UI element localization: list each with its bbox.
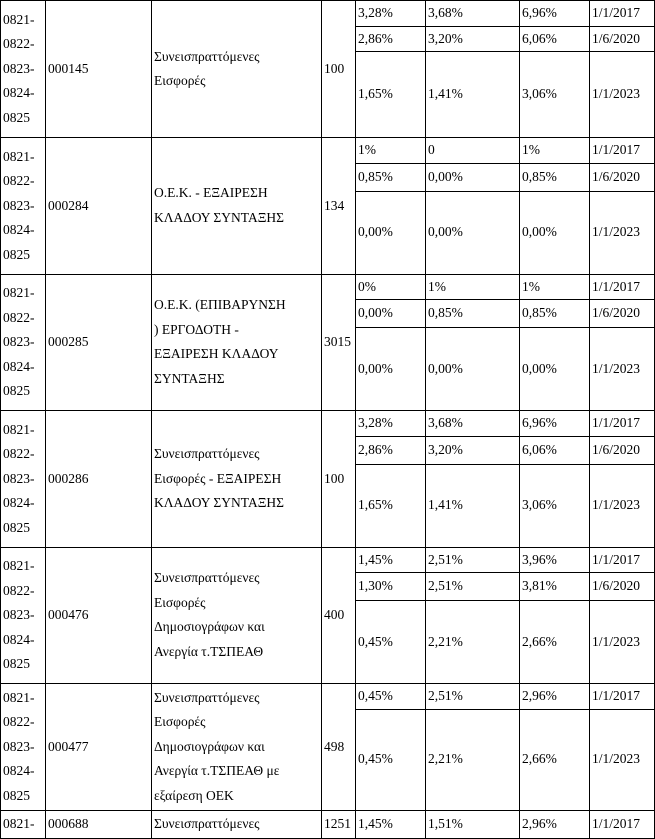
employee-rate-cell: 0,85%	[356, 163, 426, 191]
branch-code: 0825	[3, 246, 30, 262]
description-cell	[152, 274, 322, 411]
employer-rate-cell: 0,00%	[426, 328, 520, 411]
employer-rate-cell: 2,21%	[426, 709, 520, 810]
insurance-code-cell: 498	[322, 684, 356, 811]
employer-rate-cell: 0,00%	[426, 163, 520, 191]
employee-rate-cell: 0,00%	[356, 300, 426, 328]
description-cell	[152, 138, 322, 275]
package-code-cell: 000286	[46, 411, 152, 548]
employee-rate-cell: 3,28%	[356, 411, 426, 437]
table-row	[1, 274, 655, 300]
employer-rate-cell: 1,41%	[426, 52, 520, 138]
branch-code: 0821-	[3, 689, 35, 705]
package-code-cell: 000284	[46, 138, 152, 275]
branch-code: 0822-	[3, 714, 35, 729]
package-code-cell: 000688	[46, 810, 152, 838]
total-rate-cell: 3,96%	[520, 547, 590, 573]
table-body	[1, 1, 655, 839]
employee-rate-cell: 1,65%	[356, 52, 426, 138]
employee-rate-cell: 3,28%	[356, 1, 426, 27]
effective-date-cell: 1/1/2017	[590, 547, 655, 573]
employee-rate-cell: 1,65%	[356, 464, 426, 547]
effective-date-cell: 1/1/2023	[590, 52, 655, 138]
branch-codes-cell	[1, 1, 46, 138]
effective-date-cell: 1/1/2017	[590, 684, 655, 710]
employee-rate-cell: 1,30%	[356, 573, 426, 601]
description-cell	[152, 547, 322, 684]
description-line: Συνεισπραττόμενες	[154, 570, 260, 586]
employee-rate-cell: 1%	[356, 138, 426, 164]
branch-code: 0822-	[3, 309, 35, 325]
employer-rate-cell: 1,41%	[426, 464, 520, 547]
employee-rate-cell: 0,00%	[356, 328, 426, 411]
total-rate-cell: 6,96%	[520, 1, 590, 27]
total-rate-cell: 2,66%	[520, 709, 590, 810]
branch-code: 0824-	[3, 631, 35, 647]
insurance-code-cell: 134	[322, 138, 356, 275]
employer-rate-cell: 2,51%	[426, 684, 520, 710]
branch-code: 0822-	[3, 173, 35, 188]
effective-date-cell: 1/1/2017	[590, 138, 655, 164]
insurance-code-cell: 400	[322, 547, 356, 684]
total-rate-cell: 0,85%	[520, 163, 590, 191]
description-line: Συνεισπραττόμενες	[154, 446, 260, 461]
total-rate-cell: 2,66%	[520, 601, 590, 684]
description-line: Δημοσιογράφων και	[154, 619, 265, 635]
employer-rate-cell: 1,51%	[426, 810, 520, 838]
employee-rate-cell: 0,45%	[356, 709, 426, 810]
effective-date-cell: 1/1/2017	[590, 411, 655, 437]
effective-date-cell: 1/6/2020	[590, 26, 655, 52]
employer-rate-cell: 0	[426, 138, 520, 164]
insurance-code-cell: 3015	[322, 274, 356, 411]
effective-date-cell: 1/6/2020	[590, 436, 655, 464]
employee-rate-cell: 2,86%	[356, 436, 426, 464]
effective-date-cell: 1/1/2023	[590, 601, 655, 684]
total-rate-cell: 2,96%	[520, 684, 590, 710]
description-line: Ο.Ε.Κ. - ΕΞΑΙΡΕΣΗ	[154, 185, 268, 201]
description-cell	[152, 411, 322, 548]
employee-rate-cell: 0,00%	[356, 191, 426, 274]
description-line: ) ΕΡΓΟΔΟΤΗ -	[154, 321, 239, 337]
branch-code: 0824-	[3, 85, 35, 101]
description-line: Ο.Ε.Κ. (ΕΠΙΒΑΡΥΝΣΗ	[154, 297, 286, 313]
description-line: Εισφορές	[154, 73, 206, 88]
package-code-cell: 000477	[46, 684, 152, 811]
branch-code: 0823-	[3, 738, 35, 754]
employee-rate-cell: 0,45%	[356, 601, 426, 684]
total-rate-cell: 6,06%	[520, 26, 590, 52]
branch-codes-cell	[1, 810, 46, 838]
effective-date-cell: 1/1/2023	[590, 191, 655, 274]
total-rate-cell: 0,00%	[520, 328, 590, 411]
employer-rate-cell: 2,51%	[426, 573, 520, 601]
total-rate-cell: 6,06%	[520, 436, 590, 464]
insurance-code-cell: 1251	[322, 810, 356, 838]
description-cell	[152, 1, 322, 138]
branch-code: 0821-	[3, 558, 35, 573]
branch-code: 0823-	[3, 334, 35, 349]
total-rate-cell: 3,81%	[520, 573, 590, 601]
branch-code: 0825	[3, 383, 30, 398]
branch-code: 0821-	[3, 285, 35, 300]
total-rate-cell: 0,00%	[520, 191, 590, 274]
employee-rate-cell: 1,45%	[356, 547, 426, 573]
branch-code: 0823-	[3, 607, 35, 622]
insurance-code-cell: 100	[322, 1, 356, 138]
employer-rate-cell: 3,20%	[426, 436, 520, 464]
description-line: Συνεισπραττόμενες	[154, 815, 260, 831]
effective-date-cell: 1/6/2020	[590, 163, 655, 191]
employer-rate-cell: 2,51%	[426, 547, 520, 573]
total-rate-cell: 2,96%	[520, 810, 590, 838]
description-line: Εισφορές	[154, 714, 206, 729]
employer-rate-cell: 0,00%	[426, 191, 520, 274]
package-code-cell: 000145	[46, 1, 152, 138]
table-row	[1, 547, 655, 573]
employee-rate-cell: 0%	[356, 274, 426, 300]
branch-code: 0823-	[3, 60, 35, 76]
branch-codes-cell	[1, 138, 46, 275]
branch-code: 0824-	[3, 763, 35, 778]
branch-code: 0823-	[3, 470, 35, 486]
total-rate-cell: 0,85%	[520, 300, 590, 328]
employer-rate-cell: 3,20%	[426, 26, 520, 52]
description-cell	[152, 684, 322, 811]
branch-code: 0821-	[3, 421, 35, 437]
insurance-code-cell: 100	[322, 411, 356, 548]
package-code-cell: 000476	[46, 547, 152, 684]
package-code-cell: 000285	[46, 274, 152, 411]
employer-rate-cell: 3,68%	[426, 1, 520, 27]
branch-code: 0822-	[3, 582, 35, 598]
effective-date-cell: 1/1/2023	[590, 464, 655, 547]
employer-rate-cell: 3,68%	[426, 411, 520, 437]
effective-date-cell: 1/1/2023	[590, 328, 655, 411]
table-row	[1, 810, 655, 838]
branch-code: 0821-	[3, 11, 35, 27]
branch-code: 0825	[3, 787, 30, 803]
branch-code: 0822-	[3, 446, 35, 461]
description-cell	[152, 810, 322, 838]
branch-code: 0821-	[3, 148, 35, 164]
description-line: εξαίρεση ΟΕΚ	[154, 787, 234, 803]
employee-rate-cell: 0,45%	[356, 684, 426, 710]
description-line: Συνεισπραττόμενες	[154, 689, 260, 705]
branch-code: 0822-	[3, 36, 35, 52]
branch-codes-cell	[1, 684, 46, 811]
effective-date-cell: 1/1/2023	[590, 709, 655, 810]
description-line: ΣΥΝΤΑΞΗΣ	[154, 370, 225, 386]
branch-code: 0825	[3, 109, 30, 125]
employer-rate-cell: 0,85%	[426, 300, 520, 328]
description-line: Δημοσιογράφων και	[154, 738, 265, 754]
description-line: Συνεισπραττόμενες	[154, 48, 260, 64]
effective-date-cell: 1/1/2017	[590, 274, 655, 300]
branch-code: 0825	[3, 656, 30, 671]
description-line: ΚΛΑΔΟΥ ΣΥΝΤΑΞΗΣ	[154, 209, 284, 225]
branch-codes-cell	[1, 411, 46, 548]
description-line: Εισφορές	[154, 594, 206, 610]
branch-code: 0824-	[3, 358, 35, 374]
employee-rate-cell: 2,86%	[356, 26, 426, 52]
branch-code: 0821-	[3, 815, 35, 831]
employee-rate-cell: 1,45%	[356, 810, 426, 838]
total-rate-cell: 6,96%	[520, 411, 590, 437]
branch-code: 0824-	[3, 495, 35, 510]
description-line: Ανεργία τ.ΤΣΠΕΑΘ με	[154, 763, 280, 778]
total-rate-cell: 3,06%	[520, 52, 590, 138]
table-row	[1, 684, 655, 710]
effective-date-cell: 1/1/2017	[590, 1, 655, 27]
effective-date-cell: 1/6/2020	[590, 573, 655, 601]
description-line: ΚΛΑΔΟΥ ΣΥΝΤΑΞΗΣ	[154, 495, 284, 510]
total-rate-cell: 1%	[520, 274, 590, 300]
total-rate-cell: 3,06%	[520, 464, 590, 547]
effective-date-cell: 1/6/2020	[590, 300, 655, 328]
table-row	[1, 1, 655, 27]
table-row	[1, 138, 655, 164]
table-row	[1, 411, 655, 437]
description-line: Ανεργία τ.ΤΣΠΕΑΘ	[154, 643, 264, 659]
branch-code: 0823-	[3, 197, 35, 213]
total-rate-cell: 1%	[520, 138, 590, 164]
branch-code: 0825	[3, 519, 30, 535]
employer-rate-cell: 2,21%	[426, 601, 520, 684]
effective-date-cell: 1/1/2017	[590, 810, 655, 838]
branch-codes-cell	[1, 547, 46, 684]
employer-rate-cell: 1%	[426, 274, 520, 300]
branch-code: 0824-	[3, 222, 35, 237]
description-line: ΕΞΑΙΡΕΣΗ ΚΛΑΔΟΥ	[154, 346, 279, 362]
branch-codes-cell	[1, 274, 46, 411]
description-line: Εισφορές - ΕΞΑΙΡΕΣΗ	[154, 470, 282, 486]
